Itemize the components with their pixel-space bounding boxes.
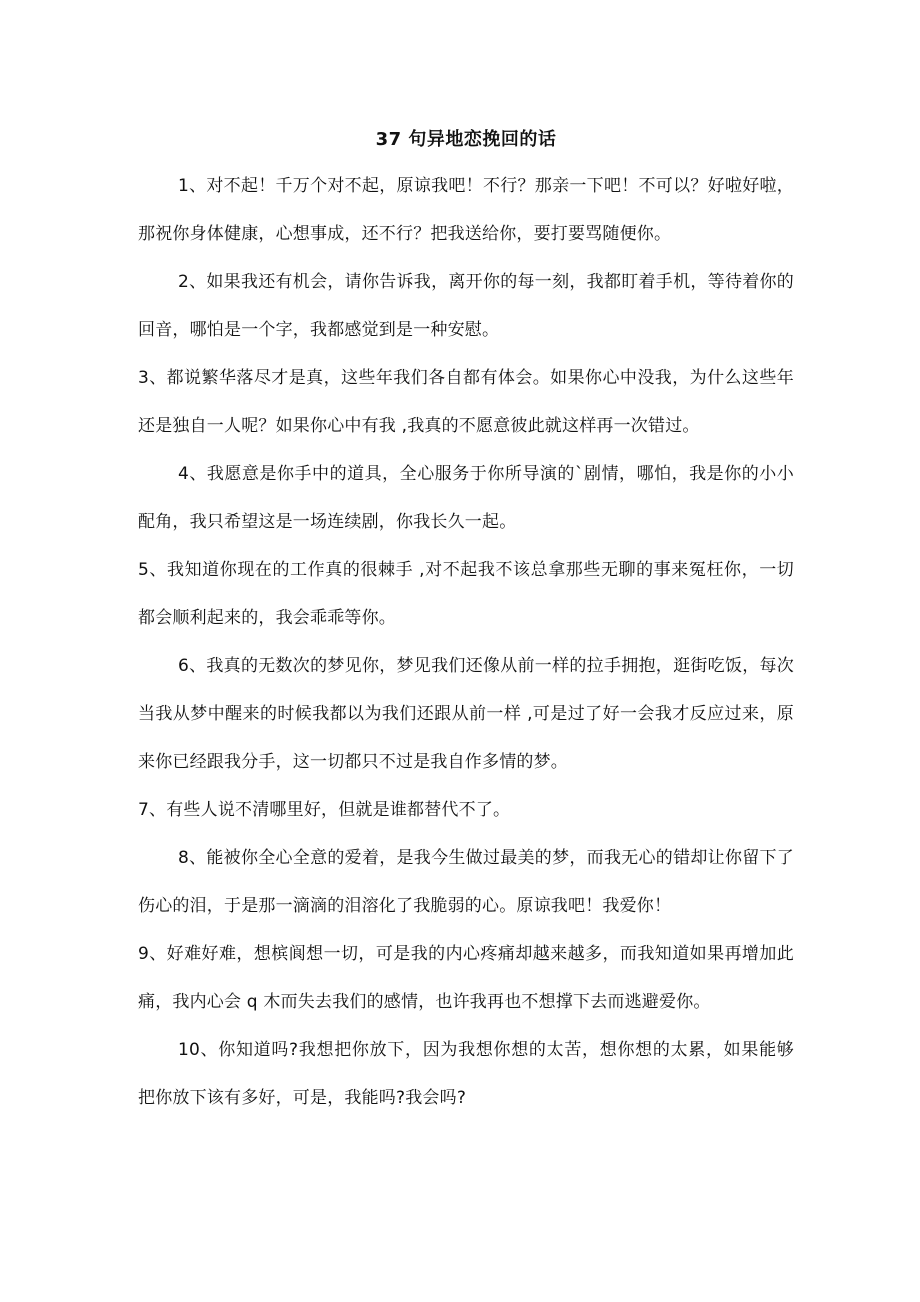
paragraph-3: 3、都说繁华落尽才是真，这些年我们各自都有体会。如果你心中没我，为什么这些年还是独自一人呢？如果你心中有我 ,我真的不愿意彼此就这样再一次错过。 (138, 368, 794, 436)
paragraph-9: 9、好难好难，想槟阆想一切，可是我的内心疼痛却越来越多，而我知道如果再增加此痛，我内心会 q 木而失去我们的感情，也许我再也不想撑下去而逃避爱你。 (138, 944, 794, 1012)
document-page (138, 124, 794, 1122)
paragraph-5: 5、我知道你现在的工作真的很棘手 ,对不起我不该总拿那些无聊的事来冤枉你，一切都会顺利起来的，我会乖乖等你。 (138, 560, 794, 628)
paragraph-7: 7、有些人说不清哪里好，但就是谁都替代不了。 (138, 800, 511, 820)
paragraph-4: 4、我愿意是你手中的道具，全心服务于你所导演的`剧情，哪怕，我是你的小小配角，我只希望这是一场连续剧，你我长久一起。 (138, 464, 794, 532)
paragraph-1: 1、对不起！千万个对不起，原谅我吧！不行？那亲一下吧！不可以？好啦好啦，那祝你身体健康，心想事成，还不行？把我送给你，要打要骂随便你。 (138, 176, 794, 244)
paragraph-10: 10、你知道吗?我想把你放下，因为我想你想的太苦，想你想的太累，如果能够把你放下该有多好，可是，我能吗?我会吗? (138, 1040, 794, 1108)
document-title: 37 句异地恋挽回的话 (375, 129, 557, 150)
paragraph-8: 8、能被你全心全意的爱着，是我今生做过最美的梦，而我无心的错却让你留下了伤心的泪，于是那一滴滴的泪溶化了我脆弱的心。原谅我吧！我爱你！ (138, 848, 794, 916)
paragraph-6: 6、我真的无数次的梦见你，梦见我们还像从前一样的拉手拥抱，逛街吃饭，每次当我从梦中醒来的时候我都以为我们还跟从前一样 ,可是过了好一会我才反应过来，原来你已经跟我分手，这一切都只不过是我自作多情的梦。 (138, 656, 794, 772)
paragraph-2: 2、如果我还有机会，请你告诉我，离开你的每一刻，我都盯着手机，等待着你的回音，哪怕是一个字，我都感觉到是一种安慰。 (138, 272, 794, 340)
